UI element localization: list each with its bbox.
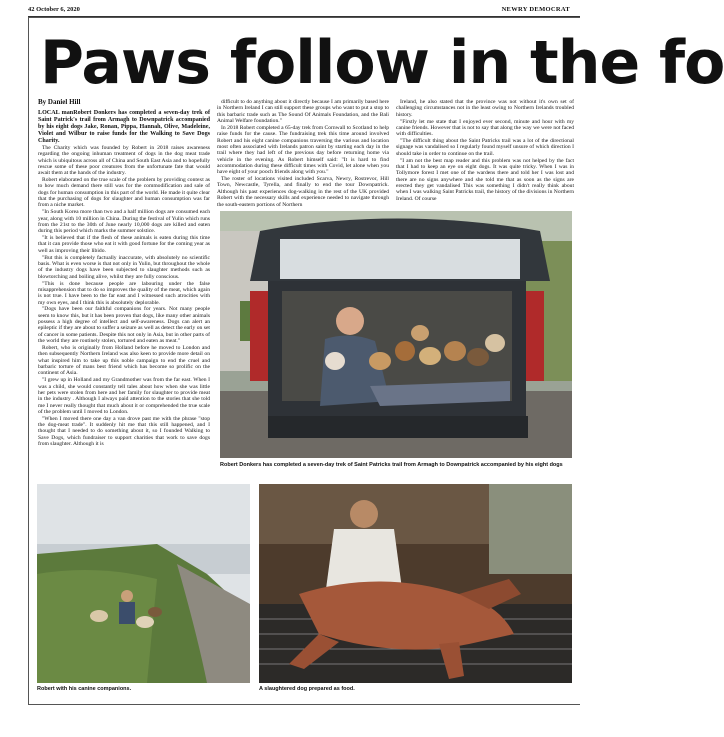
paper-name: NEWRY DEMOCRAT xyxy=(501,6,570,13)
article-column-1 xyxy=(38,99,210,483)
main-photo-illustration xyxy=(220,211,572,458)
page-header xyxy=(28,5,580,15)
column-1-paragraph: The Charity which was founded by Robert in 2018 raises awareness regarding the ongoing inhuman treatment of dogs in the dog meat trade which is ubiquitous across all of China and South East Asia and to hopefully rescue some of these poor creatures from the unfortunate fate that would await them at the hands of the industry. xyxy=(38,144,210,177)
cliff-photo-caption: Robert with his canine companions. xyxy=(37,686,132,692)
cliff-photo-illustration xyxy=(37,484,250,683)
meat-photo xyxy=(259,484,572,683)
column-1-paragraph: "This is done because people are labouring under the false misapprehension that to do so improves the quality of the meat, which again is not true. I have been to the far east and I witnessed such atrocities with my own eyes, and I think this is absolutely deplorable. xyxy=(38,280,210,306)
page-date: 42 October 6, 2020 xyxy=(28,6,80,13)
column-1-paragraph: Robert elaborated on the true scale of the problem by providing context as to how much demand there still was for the commodification and sale of dogs for human consumption in this part of the world. He made it quite clear that the purchasing of dogs for slaughter and human consumption was far from a niche market. xyxy=(38,177,210,209)
column-1-paragraph: "In South Korea more than two and a half million dogs are consumed each year, along with 10 million in China. During the festival of Yulin which runs from the 21st to the 30th of June nearly 10,000 dogs are killed and eaten during this period which marks the summer solstice. xyxy=(38,209,210,235)
meat-photo-caption: A slaughtered dog prepared as food. xyxy=(259,686,355,692)
column-3-paragraph: "I am not the best map reader and this problem was not helped by the fact that I had to keep an eye on eight dogs. It was quite tricky. When I was in Tollymore forest I met one of the wardens there and told her I was lost and there are no signs anywhere and she told me that as soon as the signs are erected they get vandalised This was something I didn't really think about when I was walking Saint Patricks trail, the history of the divisions in Northern Ireland. Of course xyxy=(396,157,574,202)
headline: Paws follow in the fo xyxy=(40,28,724,98)
main-photo xyxy=(220,211,572,458)
column-2-paragraph: In 2018 Robert completed a 65-day trek from Cornwall to Scotland to help raise funds for the cause. The fundraising trek this time around involved Robert and his eight canine companions traversing the various and location most often associated with Irelands patron saint by starting each day in the trail where they had left of the previous day before returning home via vehicle in the evening. As Robert himself said: "It is hard to find accommodation during these difficult times with Covid, let alone when you have eight of your pooch friends along with you." xyxy=(217,124,389,176)
column-1-paragraph: "When I moved there one day a van drove past me with the phrase "stop the dog-meat trade". It suddenly hit me that this still happened, and I thought that I needed to do something about it, so I founded Walking to Save Dogs, which fundraiser to support charities that work to save dogs from slaughter. Although it is xyxy=(38,415,210,448)
cliff-photo xyxy=(37,484,250,683)
meat-photo-illustration xyxy=(259,484,572,683)
byline: By Daniel Hill xyxy=(38,98,81,106)
column-2-paragraph: difficult to do anything about it directly because I am primarily based here in Northern Ireland I can still support these groups who want to put a stop to this barbaric trade such as The Sound Of Animals Foundation, and the Bali Animal Welfare foundation." xyxy=(217,99,389,125)
lede: LOCAL manRobert Donkers has completed a seven-day trek of Saint Patrick's trail from Armagh to Downpatrick accompanied by his eight dogs Jake, Ronan, Pippa, Hannah, Olive, Madeleine, Violet and Wilbur to raise funds for the Walking to Save Dogs Charity. xyxy=(38,110,210,144)
column-1-paragraph: "I grew up in Holland and my Grandmother was from the far east. When I was a child, she would constantly tell tales about how when she was little her pets were stolen from here and her family for slaughter to provide meat in the industry . Although I always paid attention to the stories that she told me I never really thought that much about it or comprehended the true scale of the problem until I moved to London. xyxy=(38,377,210,415)
article-column-2 xyxy=(217,99,389,209)
column-1-paragraph: "Dogs have been our faithful companions for years. Not many people seem to know this, but it has been proven that dogs, like many other animals possess a high degree of intellect and self-awareness. Dogs can alert an epileptic if they are about to suffer a seizure as well as detect the early on set of cancer in some patients. Despite this not only in Asia, but in other parts of the world they are routinely stolen, tortured and eaten as meat." xyxy=(38,306,210,345)
column-3-paragraph: Ireland, he also stated that the province was not without it's own set of challenging circumstances not in the least owing to Northern Irelands troubled history. xyxy=(396,99,574,118)
column-3-paragraph: "The difficult thing about the Saint Patricks trail was a lot of the directional signage was vandalised so I regularly found myself unsure of which direction I should take in order to continue on the trail. xyxy=(396,138,574,157)
article-column-3 xyxy=(396,99,574,209)
column-1-paragraph: "But this is completely factually inaccurate, with absolutely no scientific basis. What is even worse is that not only in Yulin, but throughout the whole of the industry dogs have been subjected to slaughter methods such as blowtorching and boiling alive, whilst they are fully conscious. xyxy=(38,254,210,280)
column-2-paragraph: The roster of locations visited included Scarva, Newry, Rostrevor, Hill Town, Newcastle, Tyrella, and finally to end the tour Downpatrick. Although his past experiences dog-walking in the rest of the UK provided Robert with the necessary skills and experience needed to navigate through the south-eastern portions of Northern xyxy=(217,176,389,208)
main-photo-caption: Robert Donkers has completed a seven-day trek of Saint Patricks trail from Armagh to Downpatrick accompanied by his eight dogs xyxy=(220,462,563,468)
column-1-paragraph: "It is believed that if the flesh of these animals is eaten during this time that it can provide those who eat it with good fortune for the coming year as well as improving their libido. xyxy=(38,235,210,254)
column-1-paragraph: Robert, who is originally from Holland before he moved to London and then subsequently Northern Ireland was also keen to provide more detail on what inspired him to take up this noble campaign to end the cruel and barbaric torture of mans best friend which has become so prolific on the continent of Asia. xyxy=(38,344,210,377)
column-3-paragraph: "Firstly let me state that I enjoyed ever second, minute and hour with my canine friends. However that is not to say that along the way we were not faced with difficulties. xyxy=(396,118,574,138)
